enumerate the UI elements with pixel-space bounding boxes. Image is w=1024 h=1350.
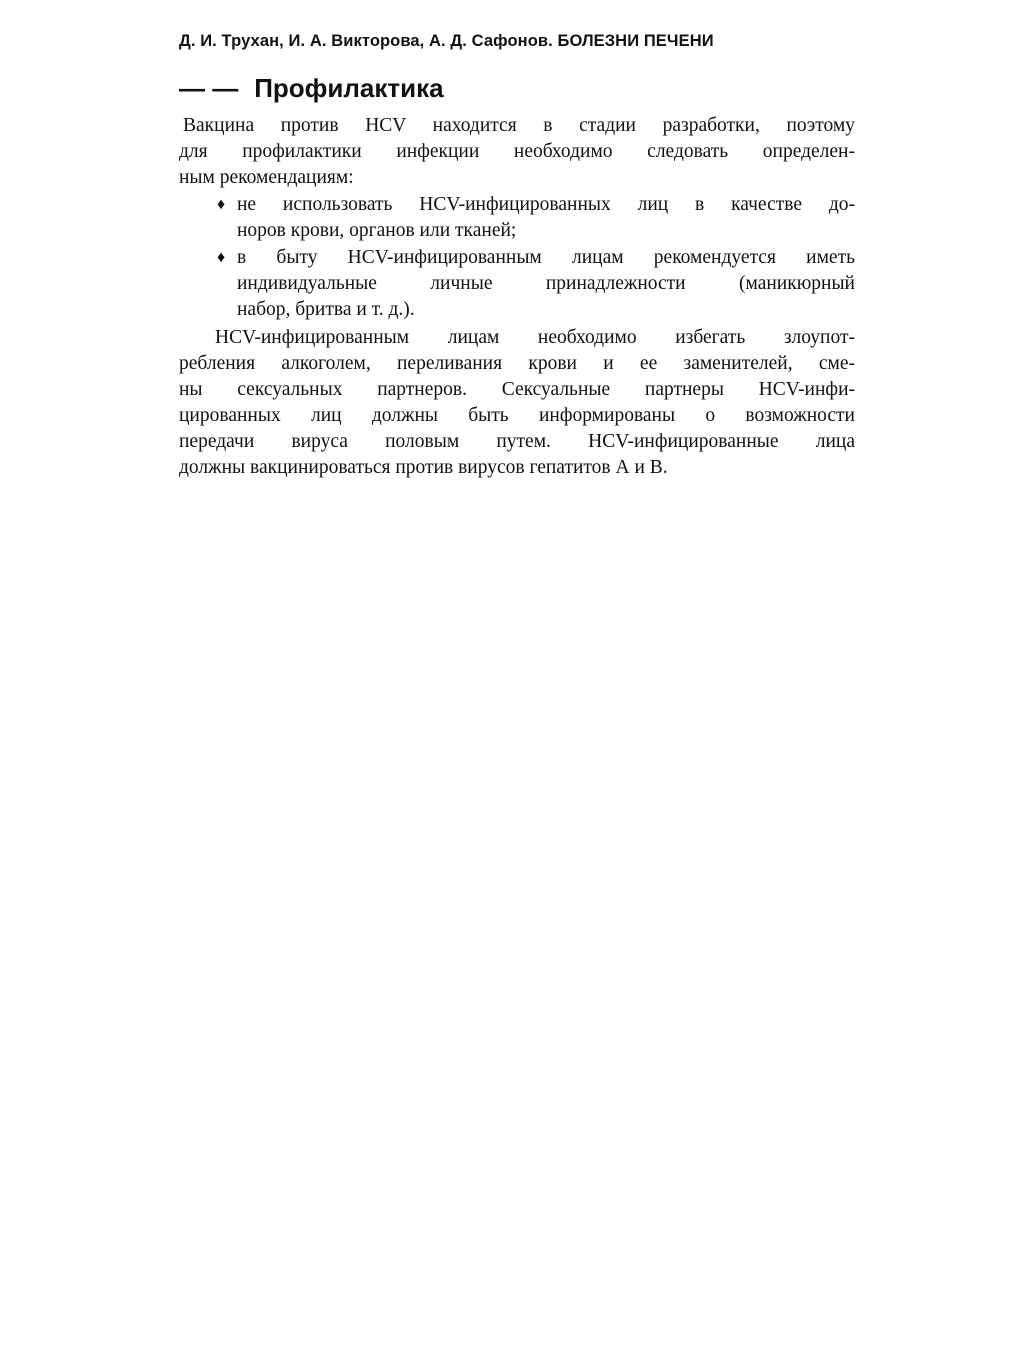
- text-line: Вакцина против HCV находится в стадии разработки, поэтому: [183, 115, 855, 136]
- bullet-item: [179, 192, 855, 244]
- heading-dashes: — —: [179, 73, 239, 103]
- text-line: ребления алкоголем, переливания крови и ее заменителей, сме-: [179, 353, 855, 374]
- heading-title: Профилактика: [254, 73, 444, 103]
- text-line: передачи вируса половым путем. HCV-инфицированные лица: [179, 431, 855, 452]
- text-line: норов крови, органов или тканей;: [237, 220, 517, 241]
- text-line: HCV-инфицированным лицам необходимо избегать злоупот-: [215, 327, 855, 348]
- running-head: Д. И. Трухан, И. А. Викторова, А. Д. Сафонов. БОЛЕЗНИ ПЕЧЕНИ: [179, 32, 714, 50]
- text-line: ным рекомендациям:: [179, 167, 354, 188]
- paragraph-intro: [179, 113, 855, 191]
- body-text: [179, 113, 855, 481]
- section-heading: [179, 72, 855, 104]
- diamond-bullet-icon: ♦: [217, 196, 226, 213]
- bullet-item: [179, 245, 855, 323]
- text-line: не использовать HCV-инфицированных лиц в качестве до-: [237, 194, 855, 215]
- text-line: для профилактики инфекции необходимо следовать определен-: [179, 141, 855, 162]
- text-line: индивидуальные личные принадлежности (маникюрный: [237, 273, 855, 294]
- text-line: набор, бритва и т. д.).: [237, 299, 415, 320]
- text-line: должны вакцинироваться против вирусов гепатитов А и В.: [179, 457, 668, 478]
- document-page: [179, 30, 855, 481]
- diamond-bullet-icon: ♦: [217, 249, 226, 266]
- text-line: ны сексуальных партнеров. Сексуальные партнеры HCV-инфи-: [179, 379, 855, 400]
- paragraph-recommendations: [179, 325, 855, 481]
- text-line: цированных лиц должны быть информированы о возможности: [179, 405, 855, 426]
- text-line: в быту HCV-инфицированным лицам рекомендуется иметь: [237, 247, 855, 268]
